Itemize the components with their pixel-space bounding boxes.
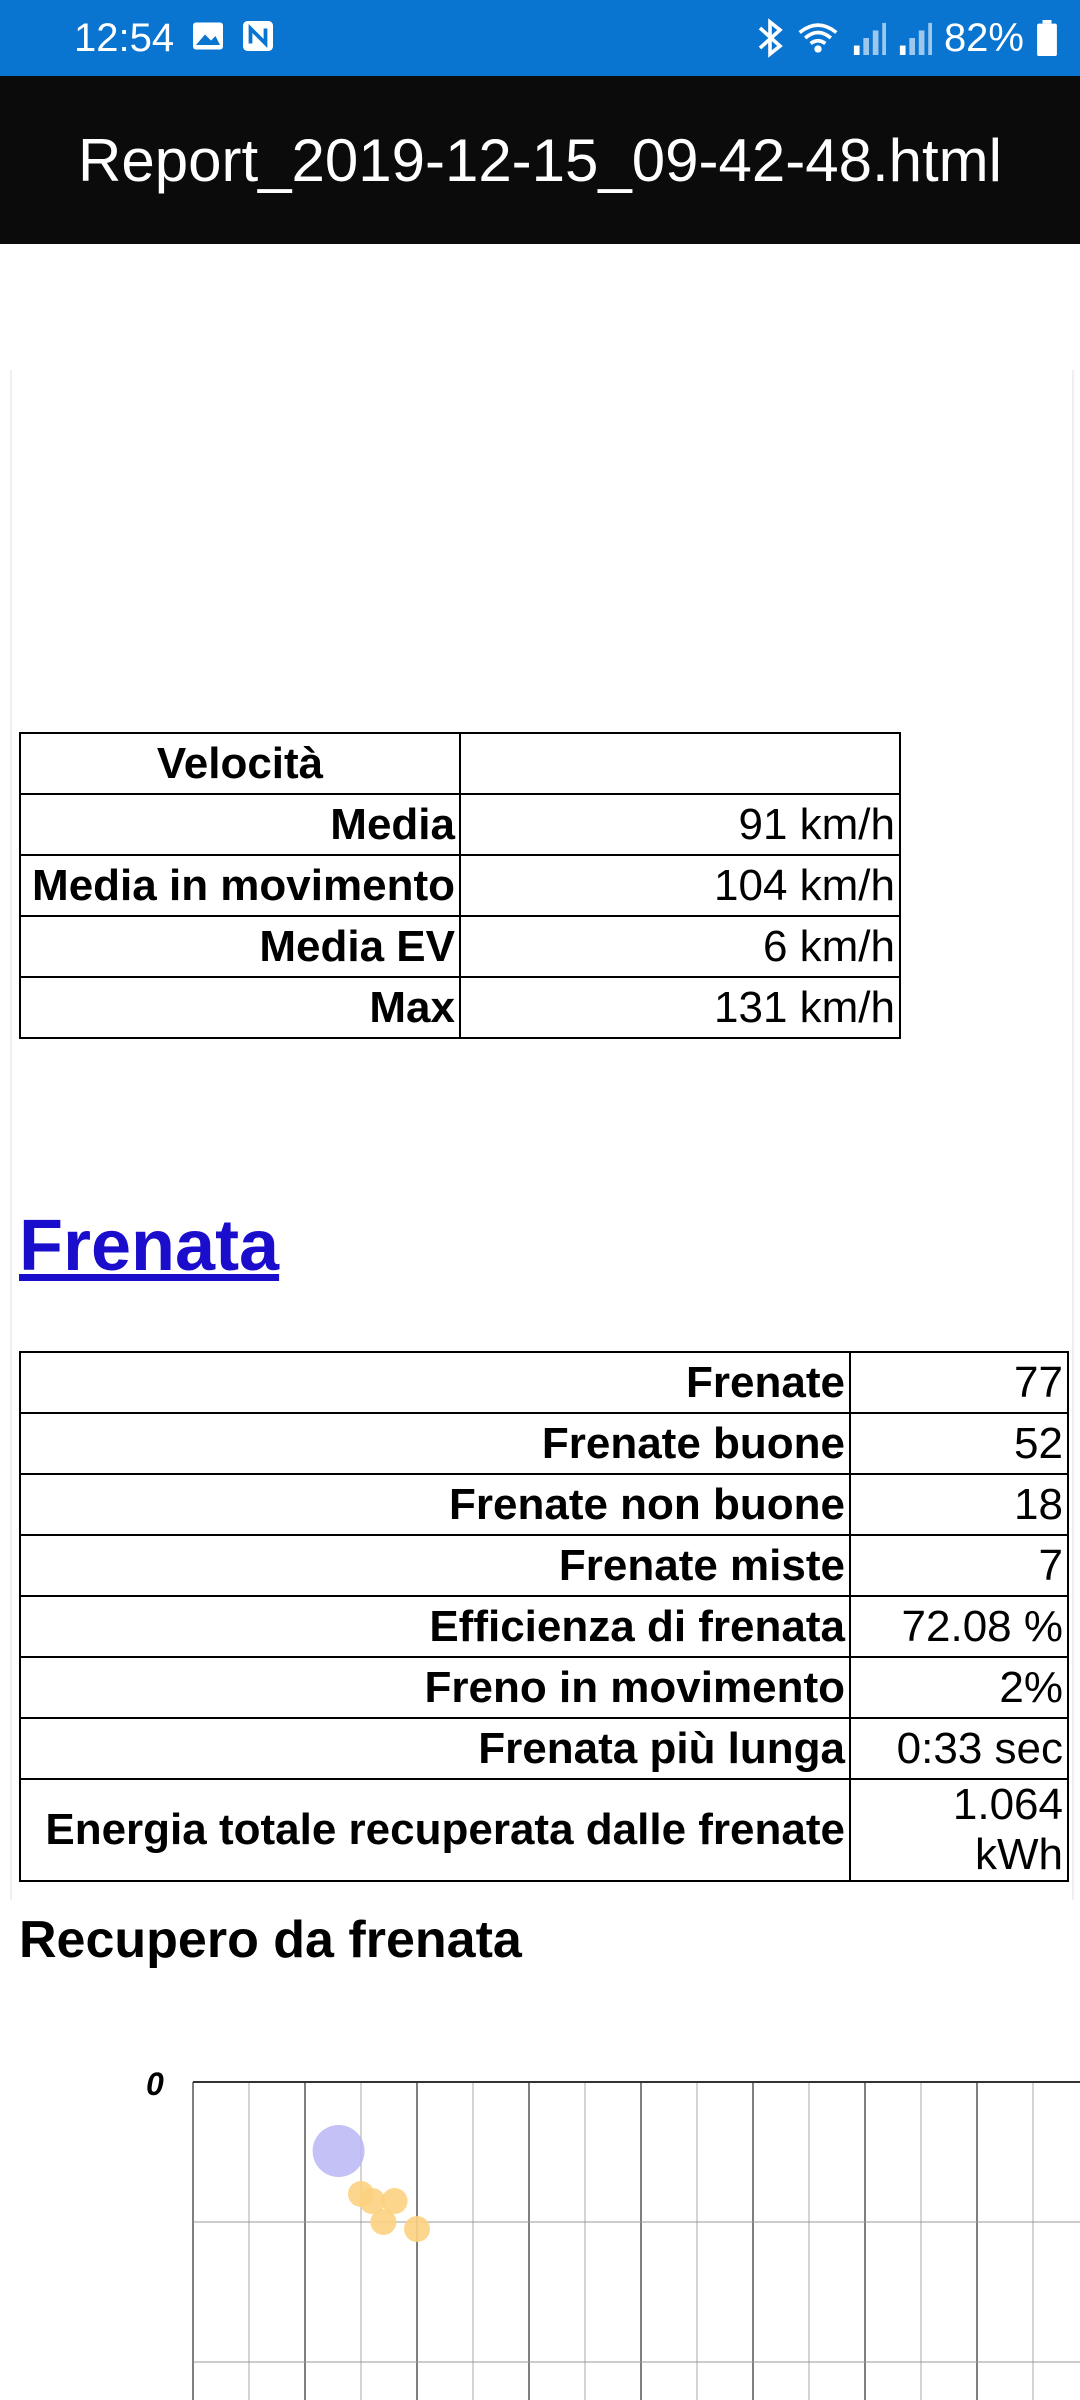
table-row (20, 1779, 1068, 1881)
table-row (20, 1352, 1068, 1413)
frenata-link[interactable]: Frenata (19, 1206, 280, 1286)
divider (1072, 370, 1074, 1900)
scatter-chart (0, 2060, 1080, 2400)
wifi-icon (796, 18, 840, 58)
table-value: 72.08 % (850, 1596, 1068, 1657)
table-label: Frenate miste (20, 1535, 850, 1596)
data-point (370, 2209, 396, 2235)
battery-percent: 82% (943, 16, 1024, 60)
table-value: 6 km/h (460, 916, 900, 977)
table-row (20, 1657, 1068, 1718)
bluetooth-icon (756, 18, 784, 58)
page-title: Report_2019-12-15_09-42-48.html (78, 126, 1002, 194)
table-label: Efficienza di frenata (20, 1596, 850, 1657)
table-row (20, 1535, 1068, 1596)
section-heading: Recupero da frenata (19, 1911, 522, 1969)
table-label: Freno in movimento (20, 1657, 850, 1718)
table-label: Frenate (20, 1352, 850, 1413)
battery-icon (1036, 20, 1058, 56)
table-row (20, 1474, 1068, 1535)
signal-icon (852, 18, 886, 58)
table-value: 91 km/h (460, 794, 900, 855)
table-label: Media in movimento (20, 855, 460, 916)
table-label: Frenata più lunga (20, 1718, 850, 1779)
status-bar (0, 0, 1080, 76)
table-value: 104 km/h (460, 855, 900, 916)
table-row (20, 977, 900, 1038)
table-value: 2% (850, 1657, 1068, 1718)
table-label: Max (20, 977, 460, 1038)
nfc-icon (240, 18, 276, 54)
table-value: 77 (850, 1352, 1068, 1413)
image-icon (190, 18, 226, 54)
table-value: 18 (850, 1474, 1068, 1535)
table-row (20, 794, 900, 855)
status-time: 12:54 (74, 16, 175, 60)
data-point (404, 2216, 430, 2242)
table-row (20, 1596, 1068, 1657)
table-value: 1.064 kWh (850, 1779, 1068, 1881)
data-point (313, 2125, 365, 2177)
table-row (20, 916, 900, 977)
table-value: 0:33 sec (850, 1718, 1068, 1779)
table-value: 52 (850, 1413, 1068, 1474)
table-value: 131 km/h (460, 977, 900, 1038)
divider (10, 370, 12, 1900)
y-tick-label: 0 (146, 2066, 164, 2102)
signal-icon (898, 18, 932, 58)
braking-table (19, 1351, 1069, 1882)
table-value: 7 (850, 1535, 1068, 1596)
table-label: Media (20, 794, 460, 855)
table-row (20, 733, 900, 794)
table-label: Media EV (20, 916, 460, 977)
table-header-empty (460, 733, 900, 794)
title-bar (0, 76, 1080, 244)
table-label: Frenate non buone (20, 1474, 850, 1535)
table-label: Frenate buone (20, 1413, 850, 1474)
table-row (20, 1413, 1068, 1474)
table-header: Velocità (20, 733, 460, 794)
table-label: Energia totale recuperata dalle frenate (20, 1779, 850, 1881)
table-row (20, 855, 900, 916)
speed-table (19, 732, 901, 1039)
table-row (20, 1718, 1068, 1779)
